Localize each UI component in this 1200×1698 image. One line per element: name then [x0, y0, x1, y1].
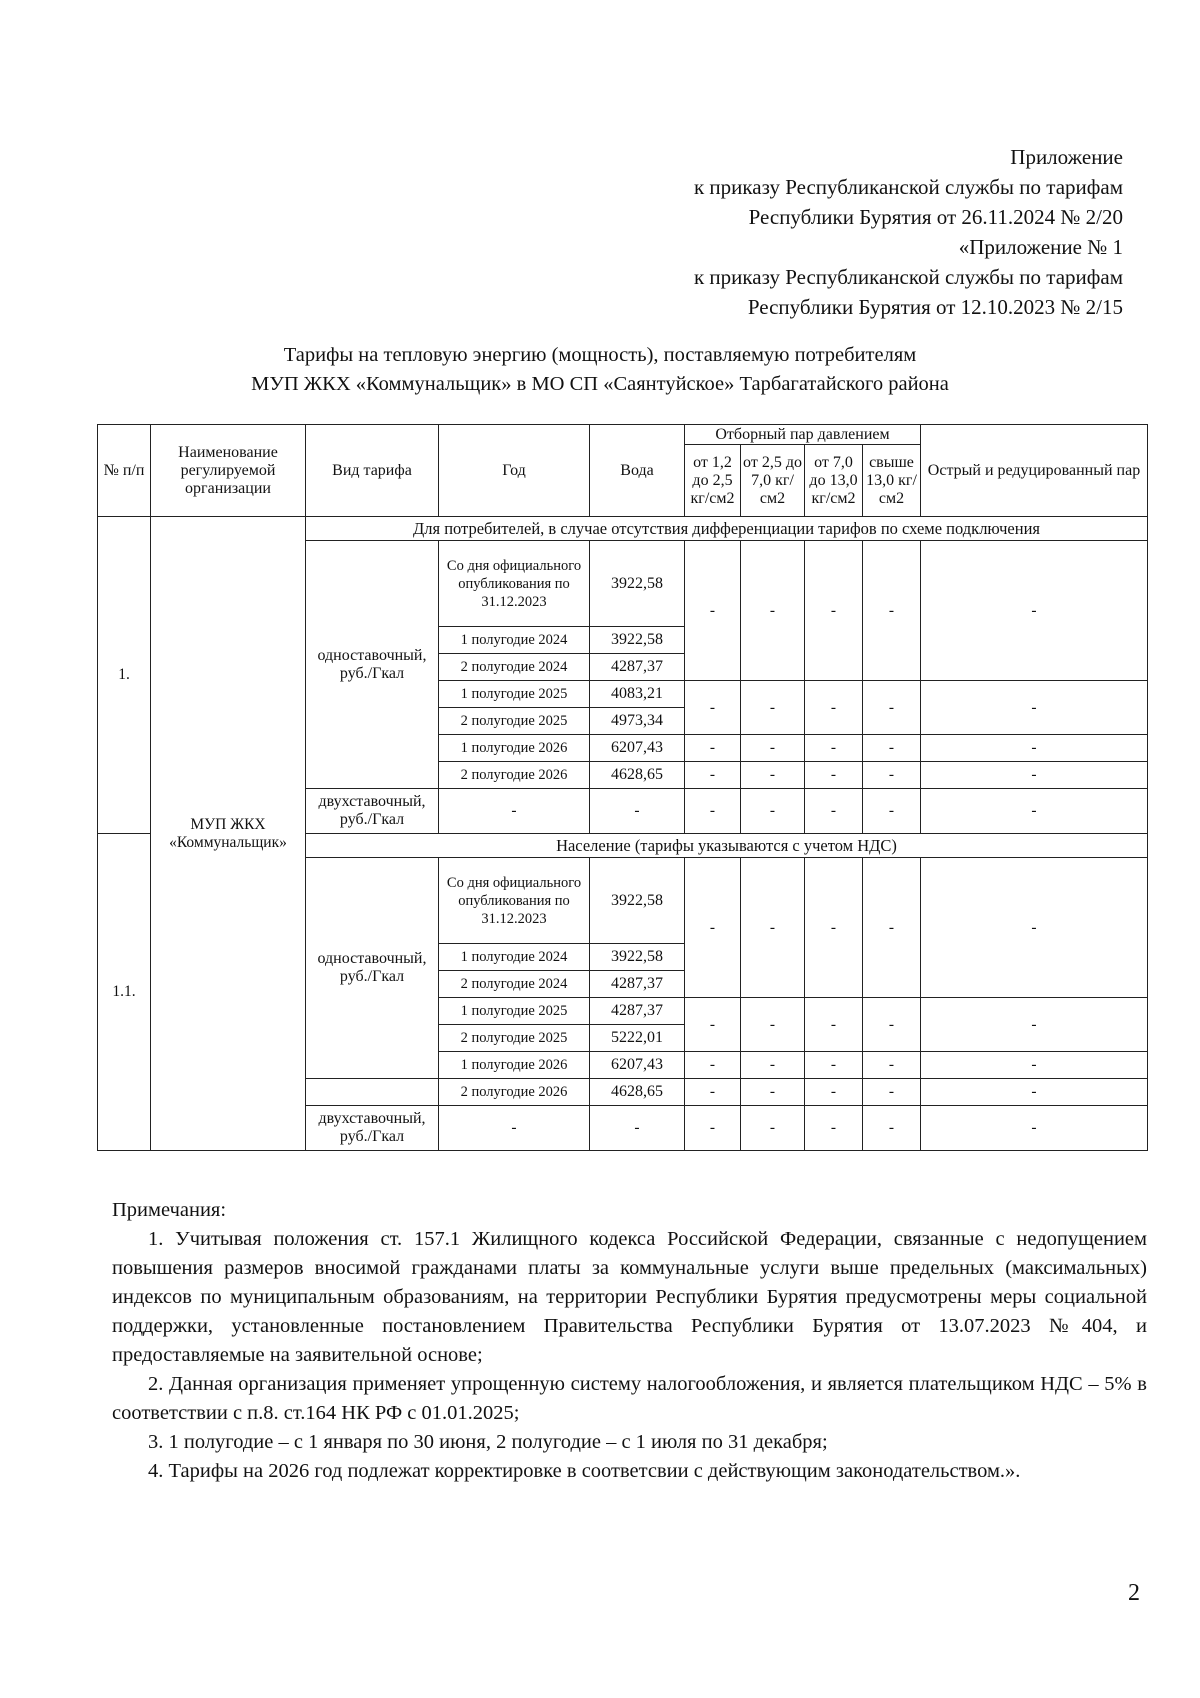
- dash-cell: -: [590, 1106, 685, 1151]
- dash-cell: -: [863, 681, 921, 735]
- dash-cell: -: [805, 1079, 863, 1106]
- dash-cell: -: [863, 1079, 921, 1106]
- dash-cell: -: [805, 762, 863, 789]
- period-cell: 2 полугодие 2025: [439, 1025, 590, 1052]
- dash-cell: -: [805, 998, 863, 1052]
- dash-cell: -: [685, 789, 741, 834]
- note-3: 3. 1 полугодие – с 1 января по 30 июня, 2 полугодие – с 1 июля по 31 декабря;: [148, 1431, 828, 1453]
- header-pressure-4: свыше 13,0 кг/см2: [863, 445, 921, 517]
- water-value: 5222,01: [590, 1025, 685, 1052]
- dash-cell: -: [685, 735, 741, 762]
- dash-cell: -: [805, 541, 863, 681]
- water-value: 3922,58: [590, 944, 685, 971]
- water-value: 6207,43: [590, 1052, 685, 1079]
- dash-cell: -: [863, 735, 921, 762]
- header-pressure-2: от 2,5 до 7,0 кг/см2: [741, 445, 805, 517]
- dash-cell: -: [921, 1079, 1148, 1106]
- water-value: 6207,43: [590, 735, 685, 762]
- section-population: Население (тарифы указываются с учетом НДС): [306, 834, 1148, 858]
- dash-cell: -: [741, 1052, 805, 1079]
- period-cell: 1 полугодие 2024: [439, 627, 590, 654]
- dash-cell: -: [863, 1106, 921, 1151]
- row-num: 1.1.: [98, 834, 151, 1151]
- water-value: 3922,58: [590, 627, 685, 654]
- header-water: Вода: [590, 425, 685, 517]
- dash-cell: -: [805, 789, 863, 834]
- dash-cell: -: [921, 1106, 1148, 1151]
- period-cell: 1 полугодие 2026: [439, 735, 590, 762]
- dash-cell: -: [741, 1079, 805, 1106]
- dash-cell: -: [685, 541, 741, 681]
- title-line-1: Тарифы на тепловую энергию (мощность), поставляемую потребителям: [283, 344, 917, 366]
- header-pressure-3: от 7,0 до 13,0 кг/см2: [805, 445, 863, 517]
- header-org: Наименование регулируемой организации: [151, 425, 306, 517]
- water-value: 4628,65: [590, 762, 685, 789]
- header-line: Республики Бурятия от 26.11.2024 № 2/20: [748, 205, 1123, 229]
- period-cell: Со дня официального опубликования по 31.12.2023: [439, 541, 590, 627]
- dash-cell: -: [741, 858, 805, 998]
- dash-cell: -: [921, 998, 1148, 1052]
- row-num: 1.: [98, 517, 151, 834]
- header-line: к приказу Республиканской службы по тарифам: [693, 175, 1123, 199]
- empty-tariff-type: [306, 1079, 439, 1106]
- dash-cell: -: [439, 789, 590, 834]
- tariff-table: [97, 424, 1148, 1151]
- tariff-type-two-rate: двухставочный, руб./Гкал: [306, 1106, 439, 1151]
- dash-cell: -: [863, 1052, 921, 1079]
- dash-cell: -: [741, 762, 805, 789]
- dash-cell: -: [685, 681, 741, 735]
- org-name: МУП ЖКХ «Коммунальщик»: [151, 517, 306, 1151]
- header-line: к приказу Республиканской службы по тарифам: [693, 265, 1123, 289]
- dash-cell: -: [921, 762, 1148, 789]
- dash-cell: -: [685, 858, 741, 998]
- period-cell: 2 полугодие 2025: [439, 708, 590, 735]
- period-cell: 2 полугодие 2026: [439, 762, 590, 789]
- dash-cell: -: [863, 762, 921, 789]
- dash-cell: -: [805, 858, 863, 998]
- period-cell: 1 полугодие 2025: [439, 998, 590, 1025]
- dash-cell: -: [439, 1106, 590, 1151]
- dash-cell: -: [685, 1052, 741, 1079]
- tariff-type-two-rate: двухставочный, руб./Гкал: [306, 789, 439, 834]
- water-value: 3922,58: [590, 541, 685, 627]
- water-value: 4628,65: [590, 1079, 685, 1106]
- dash-cell: -: [741, 998, 805, 1052]
- dash-cell: -: [685, 762, 741, 789]
- period-cell: 1 полугодие 2025: [439, 681, 590, 708]
- period-cell: 2 полугодие 2024: [439, 654, 590, 681]
- water-value: 4287,37: [590, 971, 685, 998]
- dash-cell: -: [805, 681, 863, 735]
- period-cell: 1 полугодие 2026: [439, 1052, 590, 1079]
- dash-cell: -: [921, 789, 1148, 834]
- water-value: 4287,37: [590, 998, 685, 1025]
- water-value: 4973,34: [590, 708, 685, 735]
- dash-cell: -: [921, 541, 1148, 681]
- page-number: 2: [1128, 1580, 1140, 1606]
- dash-cell: -: [805, 1106, 863, 1151]
- tariff-type-one-rate: одноставочный, руб./Гкал: [306, 541, 439, 789]
- appendix-header: [694, 142, 1123, 322]
- water-value: 4287,37: [590, 654, 685, 681]
- header-sharp-steam: Острый и редуцированный пар: [921, 425, 1148, 517]
- dash-cell: -: [685, 1079, 741, 1106]
- tariff-type-one-rate: одноставочный, руб./Гкал: [306, 858, 439, 1079]
- header-line: Республики Бурятия от 12.10.2023 № 2/15: [747, 295, 1123, 319]
- notes-section: [112, 1196, 1147, 1486]
- header-pressure-1: от 1,2 до 2,5 кг/см2: [685, 445, 741, 517]
- dash-cell: -: [863, 998, 921, 1052]
- period-cell: 2 полугодие 2026: [439, 1079, 590, 1106]
- dash-cell: -: [741, 735, 805, 762]
- dash-cell: -: [741, 681, 805, 735]
- period-cell: Со дня официального опубликования по 31.12.2023: [439, 858, 590, 944]
- dash-cell: -: [805, 735, 863, 762]
- notes-label: Примечания:: [112, 1199, 227, 1221]
- dash-cell: -: [741, 1106, 805, 1151]
- header-line: Приложение: [1010, 145, 1123, 169]
- dash-cell: -: [805, 1052, 863, 1079]
- header-line: «Приложение № 1: [958, 235, 1123, 259]
- dash-cell: -: [741, 541, 805, 681]
- dash-cell: -: [921, 735, 1148, 762]
- dash-cell: -: [741, 789, 805, 834]
- header-num: № п/п: [98, 425, 151, 517]
- dash-cell: -: [863, 858, 921, 998]
- dash-cell: -: [921, 681, 1148, 735]
- header-year: Год: [439, 425, 590, 517]
- note-4: 4. Тарифы на 2026 год подлежат корректировке в соответсвии с действующим законодательством.».: [148, 1460, 1021, 1482]
- water-value: 3922,58: [590, 858, 685, 944]
- dash-cell: -: [590, 789, 685, 834]
- note-1: 1. Учитывая положения ст. 157.1 Жилищного кодекса Российской Федерации, связанные с недопущением повышения размеров вносимой гражданами платы за коммунальные услуги выше предельных (максимальных) индексов по муниципальным образованиям, на территории Республики Бурятия предусмотрены меры социальной поддержки, установленные постановлением Правительства Республики Бурятия от 13.07.2023 №404, и предоставляемые на заявительной основе;: [112, 1228, 1147, 1366]
- dash-cell: -: [685, 1106, 741, 1151]
- document-title: [0, 341, 1200, 399]
- header-steam: Отборный пар давлением: [685, 425, 921, 445]
- header-tariff-type: Вид тарифа: [306, 425, 439, 517]
- dash-cell: -: [921, 1052, 1148, 1079]
- dash-cell: -: [921, 858, 1148, 998]
- note-2: 2. Данная организация применяет упрощенную систему налогообложения, и является плательщиком НДС – 5% в соответствии с п.8. ст.164 НК РФ с 01.01.2025;: [112, 1373, 1147, 1424]
- dash-cell: -: [685, 998, 741, 1052]
- section-all-consumers: Для потребителей, в случае отсутствия дифференциации тарифов по схеме подключения: [306, 517, 1148, 541]
- title-line-2: МУП ЖКХ «Коммунальщик» в МО СП «Саянтуйское» Тарбагатайского района: [251, 373, 949, 395]
- dash-cell: -: [863, 789, 921, 834]
- period-cell: 1 полугодие 2024: [439, 944, 590, 971]
- water-value: 4083,21: [590, 681, 685, 708]
- period-cell: 2 полугодие 2024: [439, 971, 590, 998]
- dash-cell: -: [863, 541, 921, 681]
